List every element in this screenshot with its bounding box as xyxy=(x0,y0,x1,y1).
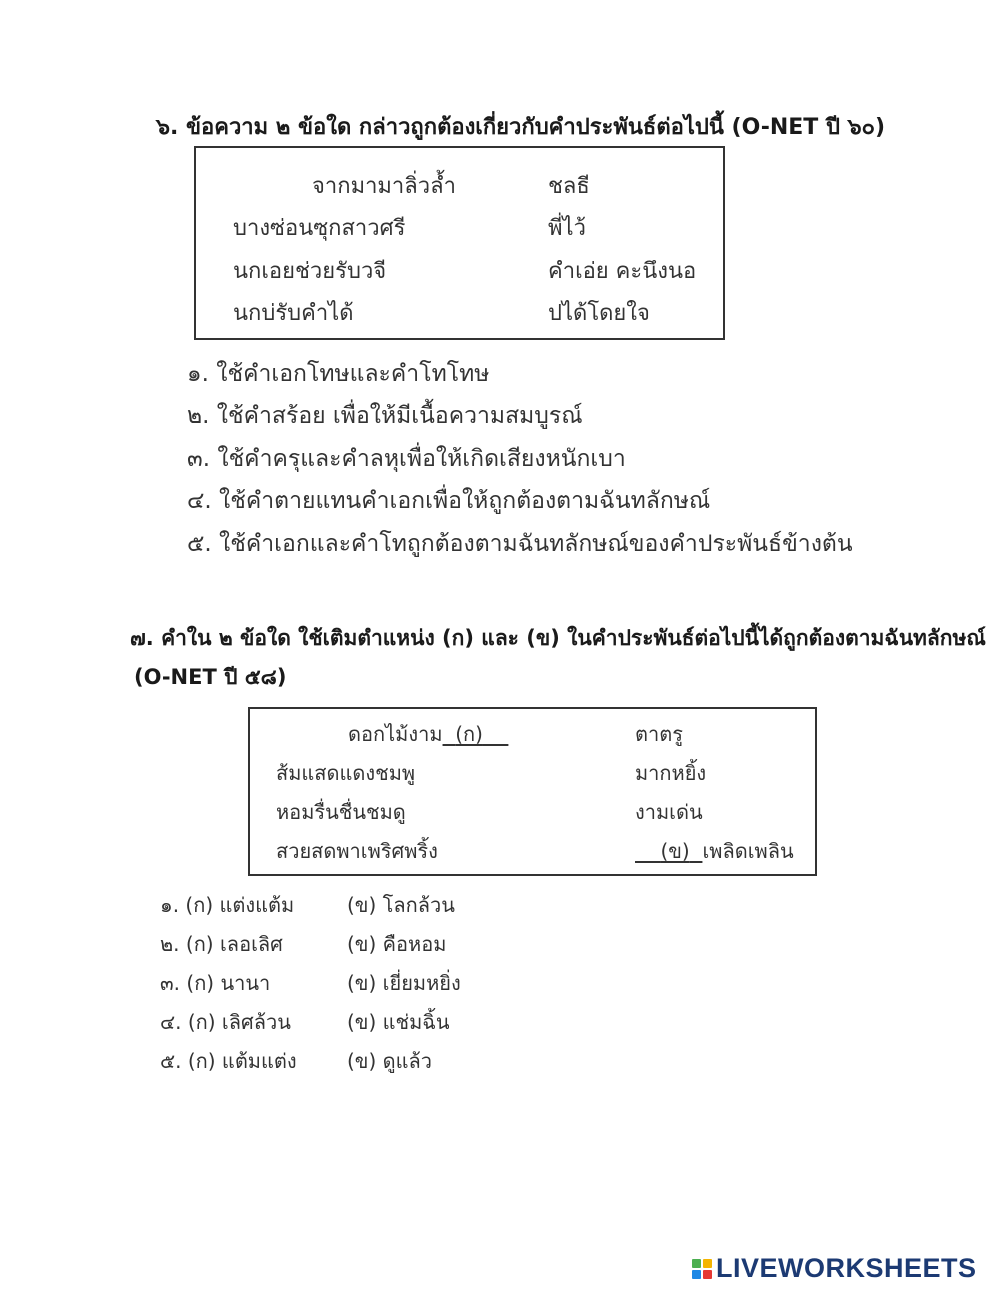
q6-poem-line-3-left: นกเอยช่วยรับวจี xyxy=(233,259,387,284)
q6-option-2[interactable]: ๒. ใช้คำสร้อย เพื่อให้มีเนื้อความสมบูรณ์ xyxy=(187,403,583,429)
q7-poem-line-4-right xyxy=(635,835,794,867)
q7-poem-line-1-left xyxy=(348,718,508,750)
question-6-title: ๖. ข้อความ ๒ ข้อใด กล่าวถูกต้องเกี่ยวกับคำประพันธ์ต่อไปนี้ (O-NET ปี ๖๐) xyxy=(156,115,886,140)
q7-poem-line-1-text: ดอกไม้งาม xyxy=(348,722,443,746)
blank-ka: (ก) xyxy=(455,722,483,746)
q7-option-5-b[interactable]: (ข) ดูแล้ว xyxy=(347,1049,432,1073)
q6-poem-line-2-right: พี่ไว้ xyxy=(548,216,586,241)
q6-option-4[interactable]: ๔. ใช้คำตายแทนคำเอกเพื่อให้ถูกต้องตามฉันทลักษณ์ xyxy=(187,488,711,514)
liveworksheets-logo-icon xyxy=(692,1259,712,1279)
q7-poem-line-4-left: สวยสดพาเพริศพริ้ง xyxy=(276,839,438,863)
question-7-title-source: (O-NET ปี ๕๘) xyxy=(134,665,287,689)
q7-poem-line-3-right: งามเด่น xyxy=(635,800,703,824)
q7-option-2-a[interactable]: ๒. (ก) เลอเลิศ xyxy=(160,932,283,956)
q6-option-5[interactable]: ๕. ใช้คำเอกและคำโทถูกต้องตามฉันทลักษณ์ของคำประพันธ์ข้างต้น xyxy=(187,531,853,557)
q7-option-4-a[interactable]: ๔. (ก) เลิศล้วน xyxy=(160,1010,291,1034)
logo-square-1 xyxy=(692,1259,701,1268)
logo-square-4 xyxy=(703,1270,712,1279)
q6-poem-line-4-left: นกบ่รับคำได้ xyxy=(233,301,354,326)
blank-kho: (ข) xyxy=(660,839,690,863)
q7-poem-line-3-left: หอมรื่นชื่นชมดู xyxy=(276,800,406,824)
liveworksheets-logo-text: LIVEWORKSHEETS xyxy=(716,1253,977,1283)
q6-poem-line-2-left: บางซ่อนซุกสาวศรี xyxy=(233,216,406,241)
q7-option-3-a[interactable]: ๓. (ก) นานา xyxy=(160,971,271,995)
q6-poem-line-1-right: ชลธี xyxy=(548,174,590,199)
q7-option-2-b[interactable]: (ข) คือหอม xyxy=(347,932,447,956)
q7-poem-line-4-right-text: เพลิดเพลิน xyxy=(702,839,794,863)
q7-poem-line-2-left: ส้มแสดแดงชมพู xyxy=(276,761,416,785)
logo-square-3 xyxy=(692,1270,701,1279)
q7-option-5-a[interactable]: ๕. (ก) แต้มแต่ง xyxy=(160,1049,297,1073)
q6-option-3[interactable]: ๓. ใช้คำครุและคำลหุเพื่อให้เกิดเสียงหนักเบา xyxy=(187,446,626,472)
q6-poem-line-3-right: คำเอ่ย คะนึงนอ xyxy=(548,259,697,284)
q7-poem-line-2-right: มากหยิ้ง xyxy=(635,761,707,785)
logo-square-2 xyxy=(703,1259,712,1268)
q7-option-3-b[interactable]: (ข) เยี่ยมหยิ่ง xyxy=(347,971,461,995)
q6-poem-line-4-right: ปได้โดยใจ xyxy=(548,301,650,326)
q7-option-1-b[interactable]: (ข) โลกล้วน xyxy=(347,893,455,917)
q7-poem-line-1-right: ตาตรู xyxy=(635,722,683,746)
q6-poem-line-1-left: จากมามาลิ่วล้ำ xyxy=(312,174,456,199)
q7-option-4-b[interactable]: (ข) แช่มฉิ้น xyxy=(347,1010,450,1034)
q6-option-1[interactable]: ๑. ใช้คำเอกโทษและคำโทโทษ xyxy=(187,361,490,387)
q7-option-1-a[interactable]: ๑. (ก) แต่งแต้ม xyxy=(160,893,295,917)
question-7-title: ๗. คำใน ๒ ข้อใด ใช้เติมตำแหน่ง (ก) และ (ข) ในคำประพันธ์ต่อไปนี้ได้ถูกต้องตามฉันทลักษณ์ xyxy=(130,626,986,650)
liveworksheets-logo xyxy=(692,1253,977,1284)
